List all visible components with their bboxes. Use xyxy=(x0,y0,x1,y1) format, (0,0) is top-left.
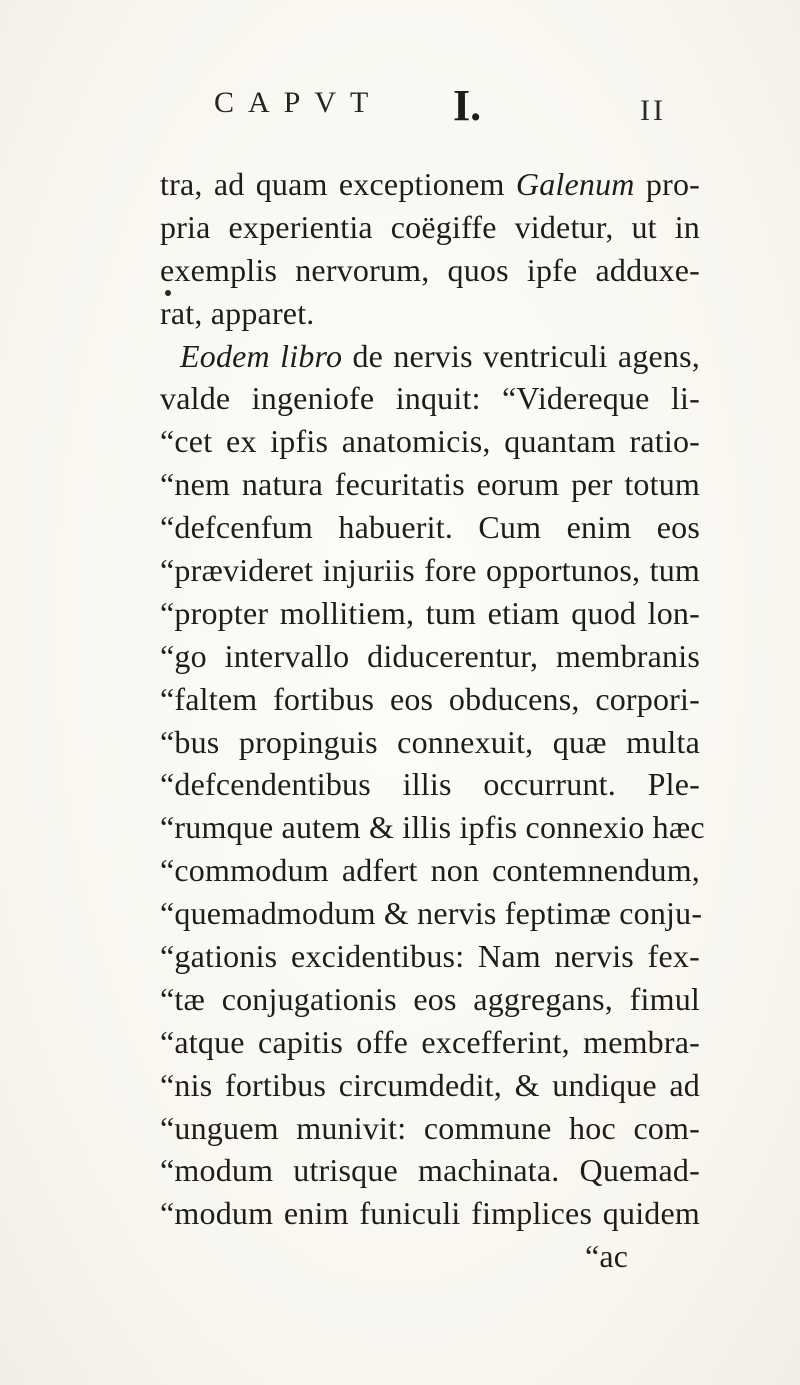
text-line: “quemadmodum & nervis feptimæ conju- xyxy=(160,895,703,932)
text-line: exemplis nervorum, quos ipfe adduxe- xyxy=(160,251,700,288)
text-line: “atque capitis offe excefferint, membra- xyxy=(160,1023,700,1060)
text-line: “unguem munivit: commune hoc com- xyxy=(160,1109,700,1146)
text-line: “bus propinguis connexuit, quæ multa xyxy=(160,723,700,760)
page-number: II xyxy=(640,94,666,127)
text-line: “cet ex ipfis anatomicis, quantam ratio- xyxy=(160,423,700,460)
text-line: Eodem libro de nervis ventriculi agens, xyxy=(180,337,700,374)
text-line: “defcenfum habuerit. Cum enim eos xyxy=(160,509,700,546)
text-line: pria experientia coëgiffe videtur, ut in xyxy=(160,208,700,245)
text-line: tra, ad quam exceptionem Galenum pro- xyxy=(160,166,701,202)
text-line: “commodum adfert non contemnendum, xyxy=(160,852,700,889)
running-title: CAPVT xyxy=(214,86,383,119)
text-line: “propter mollitiem, tum etiam quod lon- xyxy=(160,594,700,631)
text-line: “nem natura fecuritatis eorum per totum xyxy=(160,466,700,503)
catchword: “ac xyxy=(585,1238,629,1275)
text-line: “faltem fortibus eos obducens, corpori- xyxy=(160,680,700,717)
text-line: “rumque autem & illis ipfis connexio hæc xyxy=(160,809,705,846)
body-text xyxy=(160,163,705,1278)
text-line: “defcendentibus illis occurrunt. Ple- xyxy=(160,766,700,803)
text-line: “modum enim funiculi fimplices quidem xyxy=(160,1195,700,1232)
text-line: “go intervallo diducerentur, membranis xyxy=(160,637,700,674)
page-header xyxy=(0,81,800,146)
text-line: valde ingeniofe inquit: “Videreque li- xyxy=(160,380,700,417)
text-line: “tæ conjugationis eos aggregans, fimul xyxy=(160,980,700,1017)
text-line: “nis fortibus circumdedit, & undique ad xyxy=(160,1066,700,1103)
text-line: “prævideret injuriis fore opportunos, tum xyxy=(160,552,700,589)
chapter-numeral: I. xyxy=(453,81,482,130)
text-line: rat, apparet. xyxy=(160,294,315,331)
text-line: “gationis excidentibus: Nam nervis fex- xyxy=(160,938,700,975)
text-line: “modum utrisque machinata. Quemad- xyxy=(160,1152,700,1189)
